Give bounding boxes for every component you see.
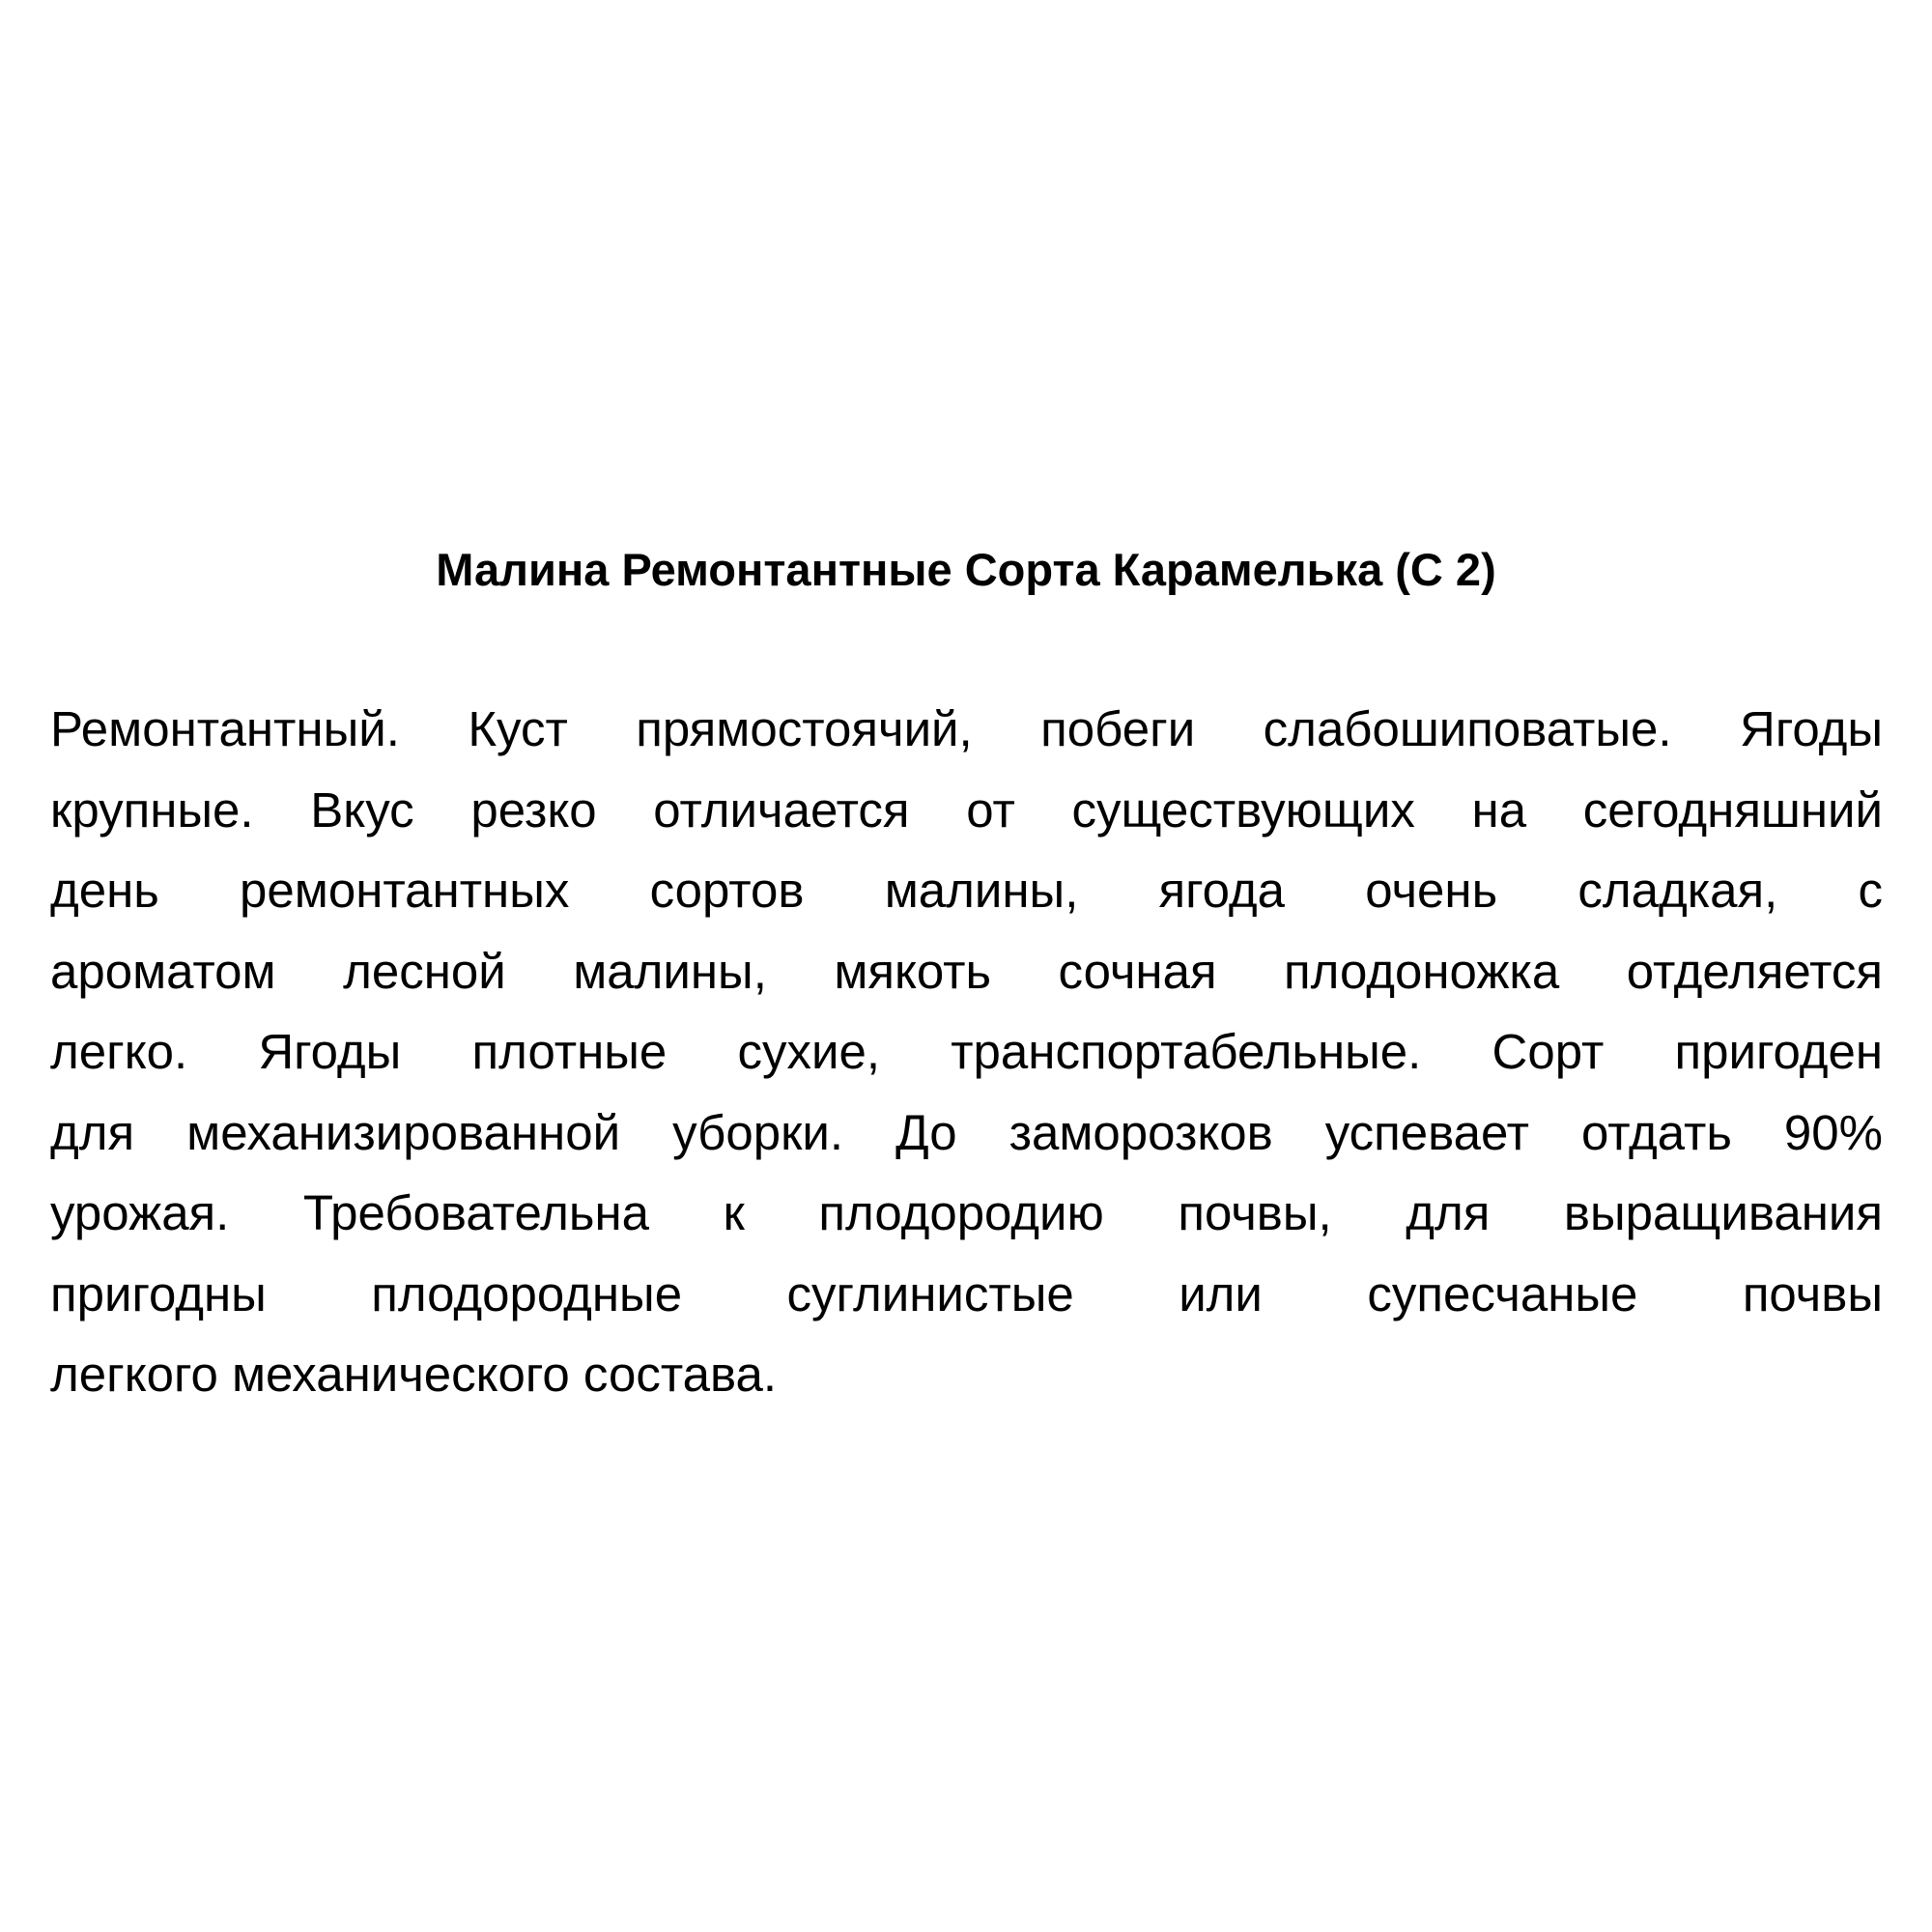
description-line: день ремонтантных сортов малины, ягода очень сладкая, с [50, 863, 1883, 918]
description-line: урожая. Требовательна к плодородию почвы, для выращивания [50, 1185, 1883, 1240]
description-line: Ремонтантный. Куст прямостоячий, побеги слабошиповатые. Ягоды [50, 701, 1883, 756]
description-line: легкого механического состава. [50, 1347, 778, 1402]
description-line: легко. Ягоды плотные сухие, транспортабельные. Сорт пригоден [50, 1024, 1883, 1079]
description-line: ароматом лесной малины, мякоть сочная плодоножка отделяется [50, 943, 1883, 999]
description-line: пригодны плодородные суглинистые или супесчаные почвы [50, 1265, 1883, 1321]
description-line: крупные. Вкус резко отличается от существующих на сегодняшний [50, 781, 1883, 838]
description-line: для механизированной уборки. До заморозков успевает отдать 90% [50, 1104, 1883, 1160]
product-description [50, 689, 1883, 1415]
product-title: Малина Ремонтантные Сорта Карамелька (С 2) [436, 544, 1496, 595]
